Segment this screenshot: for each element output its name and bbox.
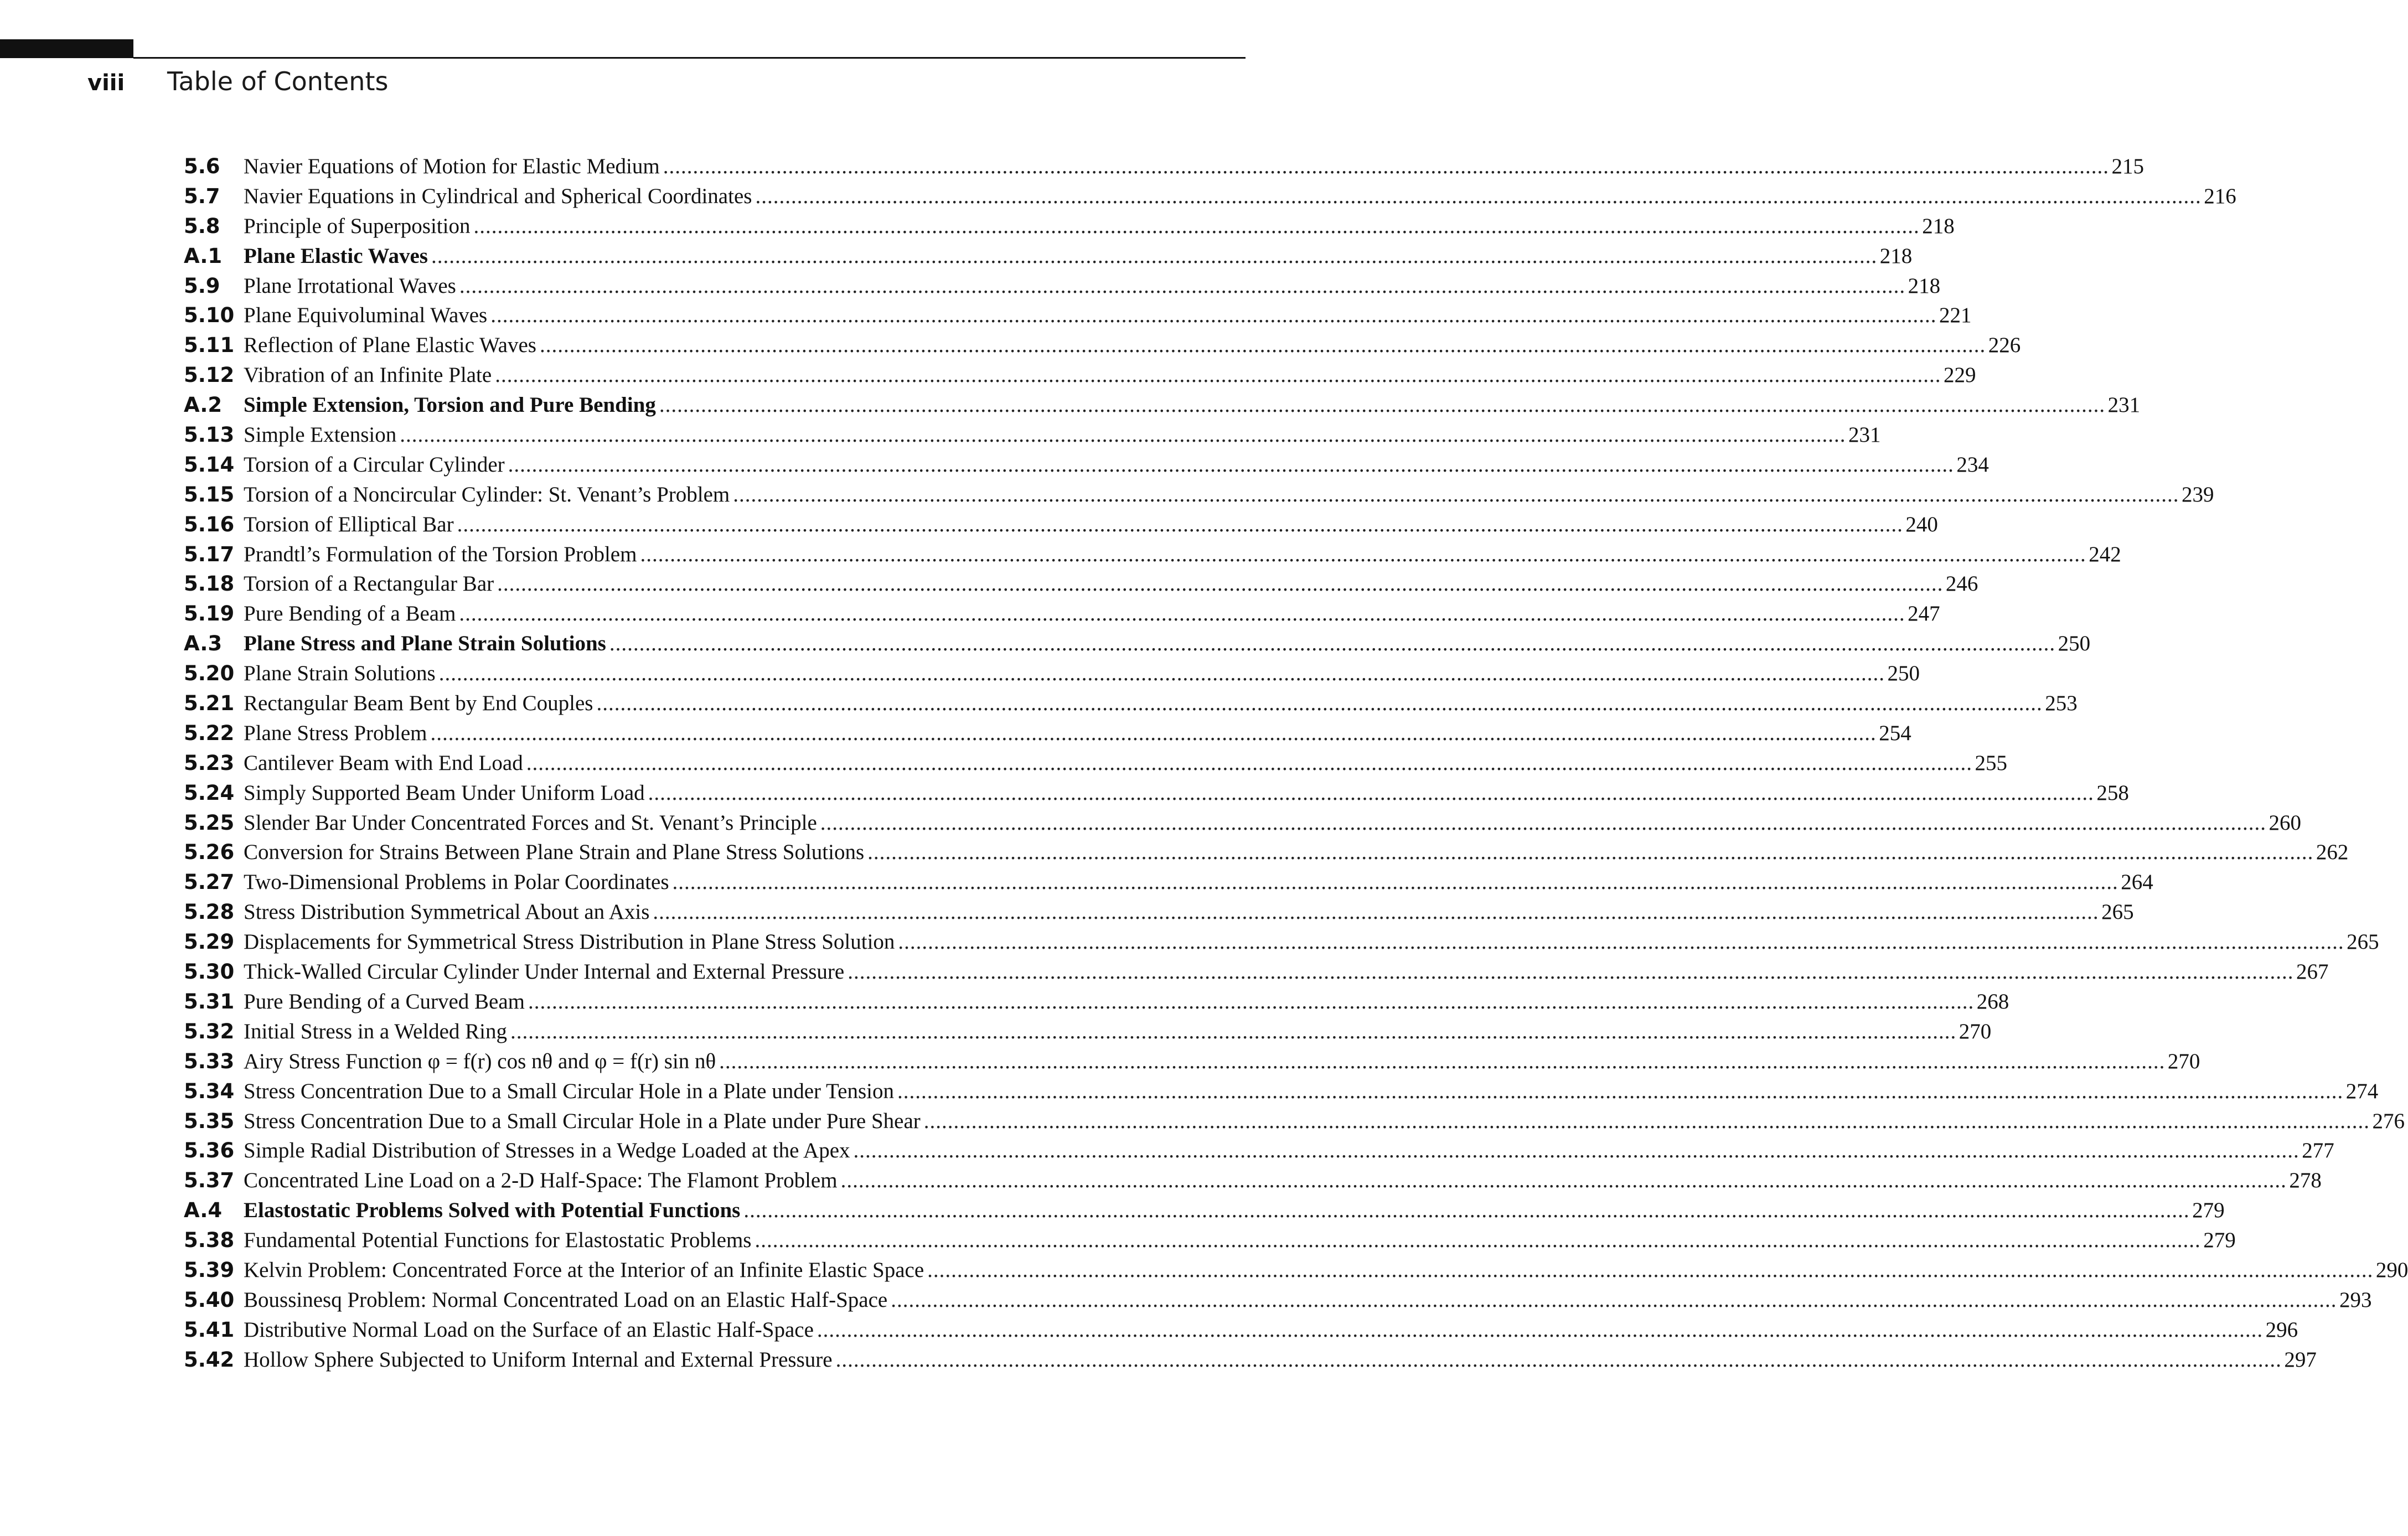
toc-entry: [184, 601, 1940, 631]
section-number: 5.25: [184, 810, 235, 835]
section-title: Plane Strain Solutions: [244, 661, 436, 686]
page-number: 254: [1879, 721, 1911, 745]
page-title: Table of Contents: [167, 66, 389, 96]
page-number: 270: [2167, 1049, 2200, 1073]
toc-entry: [184, 273, 1941, 303]
page-number: 234: [1956, 452, 1989, 477]
page-number: 242: [2089, 542, 2121, 566]
section-title: Reflection of Plane Elastic Waves: [244, 333, 536, 358]
dot-leader: [430, 721, 1876, 746]
section-title: Pure Bending of a Curved Beam: [244, 989, 525, 1013]
dot-leader: [733, 482, 2179, 507]
dot-leader: [891, 1287, 2337, 1312]
section-number: 5.10: [184, 303, 235, 328]
section-number: 5.19: [184, 602, 235, 626]
section-number: 5.26: [184, 840, 235, 865]
page-number: 218: [1908, 273, 1941, 298]
toc-entry: [184, 154, 2144, 184]
section-number: 5.27: [184, 870, 235, 894]
section-title: Displacements for Symmetrical Stress Distribution in Plane Stress Solution: [244, 930, 895, 954]
toc-entry: [184, 899, 2134, 929]
section-number: 5.36: [184, 1139, 235, 1163]
toc-entry: [184, 810, 2302, 840]
dot-leader: [653, 899, 2099, 924]
toc-entry: [184, 333, 2021, 363]
dot-leader: [490, 303, 1936, 328]
page-number: 270: [1959, 1019, 1992, 1043]
section-number: 5.22: [184, 721, 235, 745]
dot-leader: [867, 840, 2313, 865]
toc-entry: [184, 959, 2329, 989]
dot-leader: [540, 333, 1986, 358]
section-number: A.2: [184, 393, 223, 417]
dot-leader: [510, 1019, 1956, 1044]
dot-leader: [596, 691, 2042, 716]
dot-leader: [924, 1109, 2370, 1134]
section-number: 5.39: [184, 1258, 235, 1282]
page-number: 258: [2096, 780, 2129, 805]
page-number: 296: [2265, 1317, 2298, 1342]
dot-leader: [817, 1317, 2263, 1342]
toc-entry: [184, 571, 1978, 601]
section-number: 5.20: [184, 661, 235, 686]
dot-leader: [528, 989, 1974, 1014]
dot-leader: [755, 184, 2201, 209]
section-title: Torsion of a Noncircular Cylinder: St. Venant’s Problem: [244, 482, 730, 506]
toc-entry: [184, 989, 2009, 1019]
section-title: Kelvin Problem: Concentrated Force at the Interior of an Infinite Elastic Space: [244, 1258, 924, 1282]
page-number: 277: [2302, 1139, 2334, 1163]
section-number: 5.35: [184, 1109, 235, 1133]
toc-entry: [184, 1138, 2334, 1168]
toc-part-entry: [184, 392, 2141, 422]
section-number: 5.31: [184, 989, 235, 1013]
section-number: 5.18: [184, 572, 235, 596]
dot-leader: [431, 244, 1877, 268]
toc-entry: [184, 1347, 2317, 1377]
section-title: Cantilever Beam with End Load: [244, 751, 523, 775]
page-number: 265: [2101, 900, 2134, 924]
dot-leader: [848, 959, 2293, 984]
section-number: 5.29: [184, 930, 235, 954]
toc-entry: [184, 452, 1989, 482]
section-number: 5.32: [184, 1019, 235, 1043]
toc-entry: [184, 691, 2078, 721]
page-number: 239: [2182, 482, 2214, 506]
toc-entry: [184, 1287, 2372, 1317]
toc-entry: [184, 780, 2129, 810]
toc-list: [184, 154, 2408, 1377]
toc-entry: [184, 1079, 2379, 1109]
section-title: Distributive Normal Load on the Surface of an Elastic Half-Space: [244, 1317, 814, 1342]
page-number: 293: [2339, 1287, 2372, 1312]
dot-leader: [526, 751, 1972, 775]
toc-entry: [184, 184, 2236, 214]
dot-leader: [841, 1168, 2287, 1193]
toc-entry: [184, 214, 1955, 244]
section-title: Fundamental Potential Functions for Elastostatic Problems: [244, 1228, 752, 1253]
section-title: Concentrated Line Load on a 2-D Half-Space: The Flamont Problem: [244, 1168, 838, 1193]
section-number: 5.37: [184, 1168, 235, 1193]
section-number: 5.38: [184, 1228, 235, 1253]
dot-leader: [659, 392, 2105, 417]
dot-leader: [473, 214, 1919, 239]
section-number: 5.7: [184, 184, 220, 208]
section-title: Simple Radial Distribution of Stresses in a Wedge Loaded at the Apex: [244, 1139, 850, 1163]
section-number: 5.42: [184, 1347, 235, 1372]
section-title: Navier Equations of Motion for Elastic Medium: [244, 154, 660, 178]
dot-leader: [820, 810, 2266, 835]
toc-entry: [184, 661, 1920, 691]
dot-leader: [497, 571, 1943, 596]
dot-leader: [927, 1258, 2373, 1282]
section-number: 5.40: [184, 1287, 235, 1312]
section-title: Stress Concentration Due to a Small Circular Hole in a Plate under Pure Shear: [244, 1109, 921, 1133]
dot-leader: [663, 154, 2109, 179]
dot-leader: [897, 1079, 2343, 1104]
toc-entry: [184, 1228, 2236, 1258]
dot-leader: [457, 512, 1903, 537]
section-number: 5.34: [184, 1079, 235, 1103]
page-number: 216: [2204, 184, 2236, 208]
page-number: 279: [2192, 1198, 2225, 1223]
dot-leader: [854, 1138, 2300, 1163]
page-number: 279: [2203, 1228, 2236, 1253]
section-title: Simply Supported Beam Under Uniform Load: [244, 780, 645, 805]
page-number: 276: [2372, 1109, 2405, 1133]
page-number: 231: [1848, 423, 1881, 447]
section-title: Principle of Superposition: [244, 214, 471, 238]
dot-leader: [508, 452, 1954, 477]
section-number: 5.30: [184, 960, 235, 984]
section-title: Conversion for Strains Between Plane Strain and Plane Stress Solutions: [244, 840, 865, 865]
page-number: 250: [2058, 632, 2091, 656]
page-number: 231: [2107, 393, 2141, 417]
dot-leader: [459, 273, 1905, 298]
section-number: A.3: [184, 632, 223, 656]
section-title: Boussinesq Problem: Normal Concentrated Load on an Elastic Half-Space: [244, 1287, 888, 1312]
dot-leader: [648, 780, 2094, 805]
toc-entry: [184, 363, 1976, 392]
toc-entry: [184, 1168, 2322, 1198]
toc-entry: [184, 1258, 2408, 1287]
section-title: Plane Stress and Plane Strain Solutions: [244, 632, 606, 656]
dot-leader: [439, 661, 1885, 686]
page-number: 246: [1945, 572, 1978, 596]
section-title: Plane Stress Problem: [244, 721, 427, 745]
section-title: Plane Equivoluminal Waves: [244, 303, 488, 328]
page-number: 221: [1939, 303, 1972, 328]
section-title: Plane Irrotational Waves: [244, 273, 456, 298]
page-number: 297: [2284, 1347, 2317, 1372]
page-number: 267: [2296, 960, 2329, 984]
section-number: 5.11: [184, 333, 235, 358]
page-number: 250: [1887, 661, 1920, 686]
toc-entry: [184, 1109, 2405, 1139]
section-title: Stress Distribution Symmetrical About an Axis: [244, 900, 650, 924]
section-title: Initial Stress in a Welded Ring: [244, 1019, 507, 1043]
section-title: Torsion of a Rectangular Bar: [244, 572, 494, 596]
page-number: 255: [1975, 751, 2007, 775]
toc-entry: [184, 542, 2121, 572]
page-number: 218: [1922, 214, 1955, 238]
section-number: 5.13: [184, 423, 235, 447]
dot-leader: [640, 542, 2086, 567]
dot-leader: [743, 1198, 2189, 1223]
section-number: 5.9: [184, 273, 220, 298]
page-number: 268: [1976, 989, 2009, 1013]
dot-leader: [719, 1049, 2165, 1074]
section-number: 5.23: [184, 751, 235, 775]
toc-entry: [184, 721, 1911, 751]
page-number: 262: [2316, 840, 2349, 865]
section-number: 5.33: [184, 1049, 235, 1073]
toc-entry: [184, 1019, 1992, 1049]
page-number: 215: [2111, 154, 2144, 178]
toc-entry: [184, 303, 1972, 333]
dot-leader: [609, 631, 2055, 656]
toc-entry: [184, 1317, 2298, 1347]
dot-leader: [755, 1228, 2200, 1253]
dot-leader: [400, 422, 1846, 447]
running-head: [87, 66, 388, 100]
section-title: Vibration of an Infinite Plate: [244, 363, 492, 387]
page-number: 264: [2121, 870, 2153, 894]
section-title: Simple Extension: [244, 423, 397, 447]
dot-leader: [898, 929, 2344, 954]
page-number: 240: [1905, 512, 1938, 536]
toc-entry: [184, 870, 2153, 899]
toc-entry: [184, 840, 2349, 870]
section-title: Pure Bending of a Beam: [244, 602, 456, 626]
section-number: 5.28: [184, 900, 235, 924]
page-number: 253: [2045, 691, 2078, 716]
dot-leader: [836, 1347, 2282, 1372]
section-number: 5.16: [184, 512, 235, 536]
section-title: Simple Extension, Torsion and Pure Bending: [244, 393, 656, 417]
section-number: 5.21: [184, 691, 235, 716]
section-number: 5.6: [184, 154, 220, 178]
section-number: 5.8: [184, 214, 220, 238]
section-number: 5.15: [184, 482, 235, 506]
toc-entry: [184, 1049, 2200, 1079]
page-folio: viii: [87, 70, 125, 96]
page-number: 218: [1879, 244, 1913, 268]
header-rule-line: [133, 57, 1246, 59]
toc-entry: [184, 512, 1938, 542]
toc-entry: [184, 751, 2007, 780]
dot-leader: [459, 601, 1905, 626]
toc-entry: [184, 482, 2214, 512]
header-rule-block: [0, 39, 133, 58]
section-number: 5.24: [184, 780, 235, 805]
section-title: Two-Dimensional Problems in Polar Coordinates: [244, 870, 669, 894]
page-number: 247: [1908, 602, 1940, 626]
section-title: Prandtl’s Formulation of the Torsion Problem: [244, 542, 637, 566]
section-title: Hollow Sphere Subjected to Uniform Internal and External Pressure: [244, 1347, 833, 1372]
page-number: 265: [2347, 930, 2379, 954]
dot-leader: [673, 870, 2118, 894]
section-number: A.4: [184, 1198, 223, 1223]
section-title: Elastostatic Problems Solved with Potential Functions: [244, 1198, 741, 1223]
section-number: 5.41: [184, 1317, 235, 1342]
page-number: 290: [2375, 1258, 2408, 1282]
section-title: Navier Equations in Cylindrical and Spherical Coordinates: [244, 184, 752, 208]
toc-entry: [184, 422, 1881, 452]
page-number: 229: [1943, 363, 1976, 387]
toc-entry: [184, 929, 2379, 959]
toc-part-entry: [184, 244, 1913, 273]
page-number: 226: [1988, 333, 2021, 358]
section-title: Thick-Walled Circular Cylinder Under Internal and External Pressure: [244, 960, 845, 984]
section-title: Slender Bar Under Concentrated Forces and St. Venant’s Principle: [244, 810, 817, 835]
section-number: 5.14: [184, 452, 235, 477]
page-number: 260: [2269, 810, 2302, 835]
section-title: Torsion of a Circular Cylinder: [244, 452, 505, 477]
section-number: A.1: [184, 244, 223, 268]
section-title: Rectangular Beam Bent by End Couples: [244, 691, 593, 716]
section-title: Airy Stress Function φ = f(r) cos nθ and φ = f(r) sin nθ: [244, 1049, 716, 1073]
section-title: Torsion of Elliptical Bar: [244, 512, 454, 536]
dot-leader: [495, 363, 1941, 387]
toc-part-entry: [184, 1198, 2225, 1228]
section-title: Plane Elastic Waves: [244, 244, 428, 268]
page-number: 278: [2289, 1168, 2322, 1193]
page-number: 274: [2345, 1079, 2379, 1103]
section-title: Stress Concentration Due to a Small Circular Hole in a Plate under Tension: [244, 1079, 894, 1103]
section-number: 5.12: [184, 363, 235, 387]
section-number: 5.17: [184, 542, 235, 566]
toc-part-entry: [184, 631, 2091, 661]
